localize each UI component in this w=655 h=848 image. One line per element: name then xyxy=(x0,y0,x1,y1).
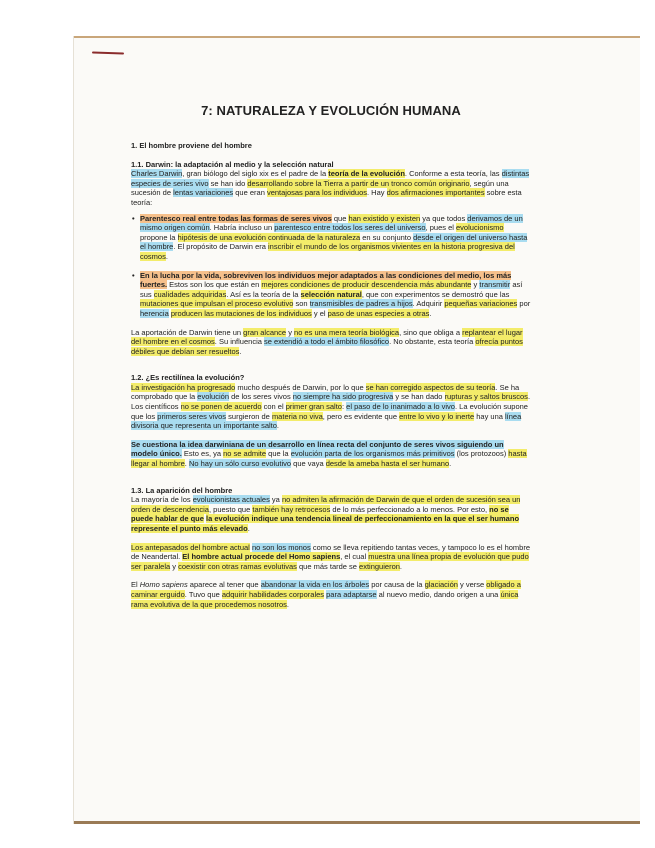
highlighted-phrase: rupturas y saltos bruscos xyxy=(444,392,528,402)
highlighted-phrase: inscribir el mundo de los organismos vivientes en la historia progresiva del cosmos xyxy=(140,242,515,261)
highlighted-phrase: Se cuestiona la idea darwiniana de un desarrollo en línea recta del conjunto de seres vivos siguiendo un modelo único. xyxy=(131,439,504,459)
highlighted-phrase: lentas variaciones xyxy=(173,188,234,198)
highlighted-phrase: evolución parta de los organismos más primitivos xyxy=(290,449,455,459)
highlighted-phrase: glaciación xyxy=(424,580,458,590)
highlighted-phrase: Charles Darwin xyxy=(131,169,183,179)
highlighted-phrase: producen las mutaciones de los individuos xyxy=(170,308,312,318)
highlighted-phrase: parentesco entre todos los seres del universo xyxy=(274,223,426,233)
highlighted-phrase: no se admite xyxy=(223,449,267,459)
highlighted-phrase: única rama evolutiva de la que procedemos nosotros xyxy=(131,589,519,609)
highlighted-phrase: hipótesis de una evolución continuada de la naturaleza xyxy=(177,232,361,242)
list-item: • Parentesco real entre todas las formas de seres vivos que han existido y existen ya que todos derivamos de un mismo origen común. Habría incluso un parentesco entre todos los seres del universo, pues el evolucionismo propone la hipótesis de una evolución continuada de la naturaleza en su conjunto desde el origen del universo hasta el hombre. El propósito de Darwin era inscribir el mundo de los organismos vivientes en la historia progresiva del cosmos. xyxy=(132,213,528,261)
highlighted-phrase: materia no viva xyxy=(271,411,323,421)
highlighted-phrase: no admiten la afirmación de Darwin de que el orden de sucesión sea un orden de descendencia xyxy=(131,495,521,514)
section-1-2-paragraph-1: La investigación ha progresado mucho después de Darwin, por lo que se han corregido aspectos de su teoría. Se ha comprobado que la evolución de los seres vivos no siempre ha sido progresiva y se han dado rupturas y saltos bruscos. Los científicos no se ponen de acuerdo con el primer gran salto: el paso de lo inanimado a lo vivo. La evolución supone que los primeros seres vivos surgieron de materia no viva, pero es evidente que entre lo vivo y lo inerte hay una línea divisoria que representa un importante salto. xyxy=(131,382,531,431)
section-1-heading: 1. El hombre proviene del hombre xyxy=(131,141,252,150)
section-1-3-paragraph-2: Los antepasados del hombre actual no son los monos como se lleva repitiendo tantas veces, y tampoco lo es el hombre de Neandertal. El hombre actual procede del Homo sapiens, el cual muestra una línea propia de evolución que pudo ser paralela y coexistir con otras ramas evolutivas que más tarde se extinguieron. xyxy=(131,542,531,571)
highlighted-phrase: abandonar la vida en los árboles xyxy=(260,580,370,590)
claim-natural-selection: En la lucha por la vida, sobreviven los individuos mejor adaptados a las condiciones del medio, los más fuertes. Estos son los que están en mejores condiciones de producir descendencia más abundante y transmitir así sus cualidades adquiridas. Así es la teoría de la selección natural, que con experimentos se demostró que las mutaciones que impulsan el proceso evolutivo son transmisibles de padres a hijos. Adquirir pequeñas variaciones por herencia producen las mutaciones de los individuos y el paso de unas especies a otras. xyxy=(140,270,531,318)
highlighted-phrase: desde la ameba hasta el ser humano xyxy=(325,459,450,469)
highlighted-phrase: obligado a caminar erguido xyxy=(131,580,521,599)
highlighted-phrase: línea divisoria que representa un importante salto xyxy=(131,411,522,431)
section-1-3-heading: 1.3. La aparición del hombre xyxy=(131,485,233,495)
section-1-1-closing: La aportación de Darwin tiene un gran alcance y no es una mera teoría biológica, sino que obliga a replantear el lugar del hombre en el cosmos. Su influencia se extendió a todo el ámbito filosófico. No obstante, esta teoría ofrecía puntos débiles que debían ser resueltos. xyxy=(131,327,523,356)
highlighted-phrase: Parentesco real entre todas las formas de seres vivos xyxy=(140,213,332,223)
highlighted-phrase: primeros seres vivos xyxy=(157,411,227,421)
section-1-2-heading: 1.2. ¿Es rectilínea la evolución? xyxy=(131,373,245,383)
highlighted-phrase: no son los monos xyxy=(251,542,311,552)
highlighted-phrase: desde el origen del universo hasta el hombre xyxy=(140,232,528,252)
highlighted-phrase: mutaciones que impulsan el proceso evolutivo xyxy=(140,299,294,309)
highlighted-phrase: herencia xyxy=(140,308,169,318)
highlighted-phrase: muestra una línea propia de evolución que pudo ser paralela xyxy=(131,552,529,571)
highlighted-phrase: pequeñas variaciones xyxy=(444,299,518,309)
highlighted-phrase: no es una mera teoría biológica xyxy=(294,327,400,337)
highlighted-phrase: transmitir xyxy=(479,280,511,290)
highlighted-phrase: selección natural xyxy=(300,289,362,299)
section-1-2-paragraph-2: Se cuestiona la idea darwiniana de un desarrollo en línea recta del conjunto de seres vivos siguiendo un modelo único. Esto es, ya no se admite que la evolución parta de los organismos más primitivos (los protozoos) hasta llegar al hombre. No hay un sólo curso evolutivo que vaya desde la ameba hasta el ser humano. xyxy=(131,439,527,469)
document-body xyxy=(131,103,531,609)
highlighted-phrase: primer gran salto xyxy=(285,402,342,412)
highlighted-phrase: evolucionistas actuales xyxy=(192,495,270,505)
highlighted-phrase: gran alcance xyxy=(243,327,287,337)
highlighted-phrase: coexistir con otras ramas evolutivas xyxy=(178,561,297,571)
highlighted-phrase: En la lucha por la vida, sobreviven los individuos mejor adaptados a las condiciones del medio, los más fuertes. xyxy=(140,270,512,290)
highlighted-phrase: ofrecía puntos débiles que debían ser resueltos xyxy=(131,337,523,356)
highlighted-phrase: No hay un sólo curso evolutivo xyxy=(188,459,292,469)
section-1-1-heading: 1.1. Darwin: la adaptación al medio y la selección natural xyxy=(131,159,334,169)
highlighted-phrase: transmisibles de padres a hijos xyxy=(309,299,413,309)
highlighted-phrase: paso de unas especies a otras xyxy=(327,308,430,318)
highlighted-phrase: hasta llegar al hombre xyxy=(131,449,527,469)
highlighted-phrase: han existido y existen xyxy=(348,213,421,223)
highlighted-phrase: se extendió a todo el ámbito filosófico xyxy=(264,337,390,347)
list-item: • En la lucha por la vida, sobreviven los individuos mejor adaptados a las condiciones del medio, los más fuertes. Estos son los que están en mejores condiciones de producir descendencia más abundante y transmitir así sus cualidades adquiridas. Así es la teoría de la selección natural, que con experimentos se demostró que las mutaciones que impulsan el proceso evolutivo son transmisibles de padres a hijos. Adquirir pequeñas variaciones por herencia producen las mutaciones de los individuos y el paso de unas especies a otras. xyxy=(132,270,531,318)
theory-claims-list xyxy=(131,214,531,319)
section-1-1-intro: Charles Darwin, gran biólogo del siglo xix es el padre de la teoría de la evolución. Conforme a esta teoría, las distintas especies de series vivo se han ido desarrollando sobre la Tierra a partir de un tronco común originario, según una sucesión de lentas variaciones que eran ventajosas para los individuos. Hay dos afirmaciones importantes sobre esta teoría: xyxy=(131,169,530,207)
highlighted-phrase: el paso de lo inanimado a lo vivo xyxy=(346,402,455,412)
highlighted-phrase: derivamos de un mismo origen común xyxy=(140,213,523,233)
highlighted-phrase: adquirir habilidades corporales xyxy=(221,589,325,599)
highlighted-phrase: también hay retrocesos xyxy=(252,504,331,514)
highlighted-phrase: distintas especies de series vivo xyxy=(131,169,530,188)
highlighted-phrase: replantear el lugar del hombre en el cosmos xyxy=(131,327,523,347)
highlighted-phrase: evolución xyxy=(197,392,229,402)
section-1-3-paragraph-1: La mayoría de los evolucionistas actuales ya no admiten la afirmación de Darwin de que el orden de sucesión sea un orden de descendencia, puesto que también hay retrocesos de lo más perfeccionado a lo menos. Por esto, no se puede hablar de que la evolución indique una tendencia lineal de perfeccionamiento en la que el ser humano represente el punto más elevado. xyxy=(131,495,521,533)
highlighted-phrase: cualidades adquiridas xyxy=(153,289,227,299)
highlighted-phrase: El hombre actual procede del Homo sapiens xyxy=(182,552,341,562)
highlighted-phrase: no se puede hablar de que xyxy=(131,504,509,524)
highlighted-phrase: desarrollando sobre la Tierra a partir de un tronco común originario xyxy=(247,178,470,188)
highlighted-phrase: Los antepasados del hombre actual xyxy=(131,542,250,552)
highlighted-phrase: para adaptarse xyxy=(326,589,377,599)
section-1-3-paragraph-3: El Homo sapiens aparece al tener que abandonar la vida en los árboles por causa de la glaciación y verse obligado a caminar erguido. Tuvo que adquirir habilidades corporales para adaptarse al nuevo medio, dando origen a una única rama evolutiva de la que procedemos nosotros. xyxy=(131,580,521,609)
highlighted-phrase: mejores condiciones de producir descendencia más abundante xyxy=(261,280,472,290)
highlighted-phrase: La investigación ha progresado xyxy=(131,382,236,392)
highlighted-phrase: evolucionismo xyxy=(456,223,504,233)
highlighted-phrase: extinguieron xyxy=(359,561,400,571)
highlighted-phrase: Homo sapiens xyxy=(139,580,188,590)
highlighted-phrase: dos afirmaciones importantes xyxy=(386,188,485,198)
highlighted-phrase: ventajosas para los individuos xyxy=(266,188,368,198)
highlighted-phrase: no se ponen de acuerdo xyxy=(180,402,262,412)
document-title: 7: NATURALEZA Y EVOLUCIÓN HUMANA xyxy=(201,103,461,118)
highlighted-phrase: se han corregido aspectos de su teoría xyxy=(365,382,496,392)
highlighted-phrase: entre lo vivo y lo inerte xyxy=(399,411,475,421)
highlighted-phrase: la evolución indique una tendencia lineal de perfeccionamiento en la que el ser humano represente el punto más elevado xyxy=(131,514,520,533)
highlighted-phrase: teoría de la evolución xyxy=(328,169,405,179)
highlighted-phrase: no siempre ha sido progresiva xyxy=(292,392,394,402)
claim-kinship: Parentesco real entre todas las formas de seres vivos que han existido y existen ya que todos derivamos de un mismo origen común. Habría incluso un parentesco entre todos los seres del universo, pues el evolucionismo propone la hipótesis de una evolución continuada de la naturaleza en su conjunto desde el origen del universo hasta el hombre. El propósito de Darwin era inscribir el mundo de los organismos vivientes en la historia progresiva del cosmos. xyxy=(140,213,528,261)
